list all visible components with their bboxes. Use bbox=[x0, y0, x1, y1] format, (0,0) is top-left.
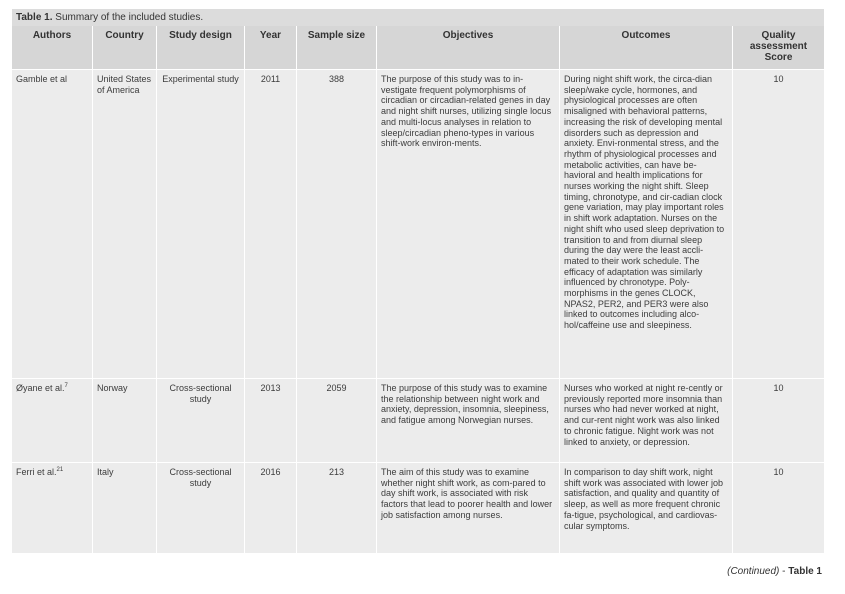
table-row bbox=[12, 462, 824, 553]
column-header-authors: Authors bbox=[12, 26, 93, 69]
column-header-country: Country bbox=[93, 26, 157, 69]
column-header-objectives: Objectives bbox=[377, 26, 560, 69]
cell-country: Italy bbox=[93, 462, 157, 553]
cell-study-design: Cross-sectional study bbox=[157, 378, 245, 462]
table-caption-label: Table 1. bbox=[16, 12, 53, 23]
cell-sample-size: 213 bbox=[297, 462, 377, 553]
cell-study-design: Cross-sectional study bbox=[157, 462, 245, 553]
continued-footer bbox=[727, 566, 822, 577]
cell-sample-size: 388 bbox=[297, 69, 377, 378]
cell-outcomes: In comparison to day shift work, night shift work was associated with lower job satisfaction, and quality and quantity of sleep, as well as more frequent chronic fa-tigue, psychological, and cardiovas-cular symptoms. bbox=[560, 462, 733, 553]
cell-quality-score: 10 bbox=[733, 378, 824, 462]
cell-country: Norway bbox=[93, 378, 157, 462]
table-caption-text: Summary of the included studies. bbox=[55, 12, 204, 23]
cell-outcomes: During night shift work, the circa-dian sleep/wake cycle, hormones, and physiological processes are often misaligned with behavioral patterns, increasing the risk of developing mental disorders such as depression and anxiety. Envi-ronmental stress, and the rhythm of physiological processes and metabolic activities, can have be-havioral and health implications for nurses working the night shift. Sleep timing, chronotype, and cir-cadian clock gene variation, may play important roles in shift work adaptation. Nurses on the night shift who used sleep deprivation to transition to and from diurnal sleep during the day were the least accli-mated to their work schedule. The efficacy of adaptation was similarly influenced by chronotype. Poly-morphisms in the genes CLOCK, NPAS2, PER2, and PER3 were also linked to outcomes including alco-hol/caffeine use and sleepiness. bbox=[560, 69, 733, 378]
column-header-quality-score: Quality assessment Score bbox=[733, 26, 824, 69]
studies-table bbox=[12, 26, 824, 553]
cell-authors: Øyane et al.$^7$ bbox=[12, 378, 93, 462]
column-header-year: Year bbox=[245, 26, 297, 69]
continued-separator: - bbox=[779, 566, 789, 577]
cell-year: 2016 bbox=[245, 462, 297, 553]
cell-objectives: The purpose of this study was to examine the relationship between night work and anxiety, depression, insomnia, sleepiness, and fatigue among Norwegian nurses. bbox=[377, 378, 560, 462]
cell-outcomes: Nurses who worked at night re-cently or previously reported more insomnia than nurses who had never worked at night, and cur-rent night work was also linked to chronic fatigue. Night work was not linked to anxiety, or depression. bbox=[560, 378, 733, 462]
cell-objectives: The purpose of this study was to in-vestigate frequent polymorphisms of circadian or circadian-related genes in day and night shift nurses, utilizing single locus and multi-locus analyses in relation to sleep/circadian pheno-types in various shift-work environ-ments. bbox=[377, 69, 560, 378]
cell-quality-score: 10 bbox=[733, 462, 824, 553]
cell-authors: Ferri et al.$^{21}$ bbox=[12, 462, 93, 553]
continued-label: (Continued) bbox=[727, 566, 780, 577]
column-header-outcomes: Outcomes bbox=[560, 26, 733, 69]
cell-quality-score: 10 bbox=[733, 69, 824, 378]
cell-country: United States of America bbox=[93, 69, 157, 378]
cell-study-design: Experimental study bbox=[157, 69, 245, 378]
column-header-study-design: Study design bbox=[157, 26, 245, 69]
cell-authors: Gamble et al bbox=[12, 69, 93, 378]
table-caption bbox=[12, 9, 824, 26]
header-row bbox=[12, 26, 824, 69]
column-header-sample-size: Sample size bbox=[297, 26, 377, 69]
continued-table-label: Table 1 bbox=[788, 566, 822, 577]
table-row bbox=[12, 69, 824, 378]
table-row bbox=[12, 378, 824, 462]
cell-year: 2011 bbox=[245, 69, 297, 378]
cell-objectives: The aim of this study was to examine whether night shift work, as com-pared to day shift work, is associated with risk factors that lead to poorer health and lower job satisfaction among nurses. bbox=[377, 462, 560, 553]
cell-year: 2013 bbox=[245, 378, 297, 462]
cell-sample-size: 2059 bbox=[297, 378, 377, 462]
